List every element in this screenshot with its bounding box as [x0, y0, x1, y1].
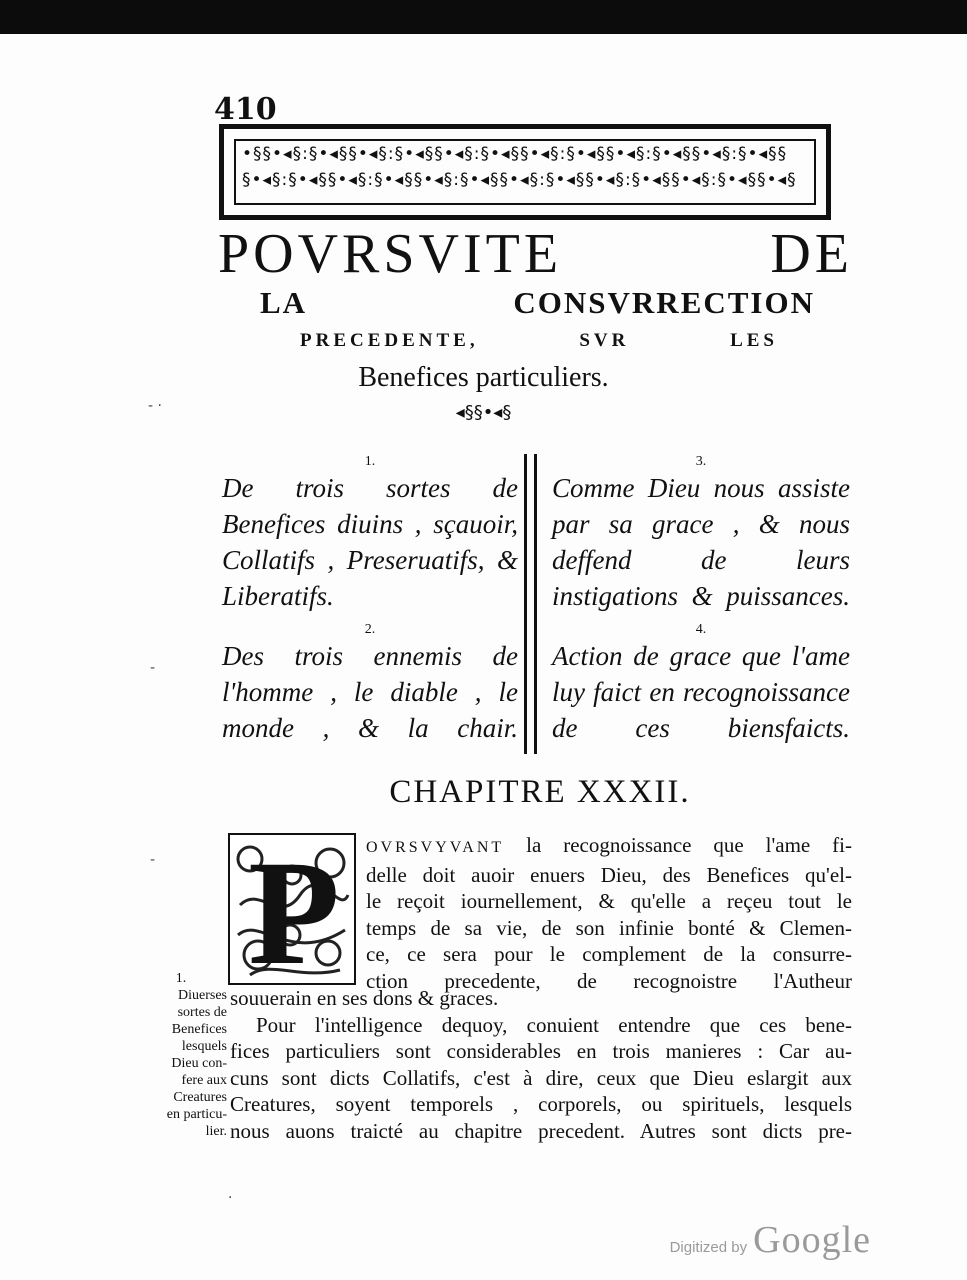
summary-text: Des trois ennemis de l'homme , le diable , le monde , & la chair.: [222, 641, 518, 743]
margin-note-line: Dieu con-: [171, 1056, 227, 1071]
chapter-heading: CHAPITRE XXXII.: [389, 774, 691, 810]
summary-number: 2.: [364, 622, 376, 637]
margin-note-line: lier.: [205, 1124, 227, 1139]
ornament-row-2: §•◂§:§•◂§§•◂§:§•◂§§•◂§:§•◂§§•◂§:§•◂§§•◂§:§•◂§§•◂§:§•◂§§•◂§: [242, 170, 797, 190]
margin-note: [135, 970, 227, 1140]
body-line: cuns sont dicts Collatifs, c'est à dire, ceux que Dieu eslargit aux: [230, 1065, 852, 1090]
body-line: Creatures, soyent temporels , corporels, ou spirituels, lesquels: [230, 1092, 852, 1116]
margin-note-line: Creatures: [173, 1090, 227, 1105]
body-line: ce, ce sera pour le complement de la consurre-: [366, 942, 852, 966]
body-line: temps de sa vie, de son infinie bonté & Clemen-: [366, 915, 852, 940]
ornament-row-1: •§§•◂§:§•◂§§•◂§:§•◂§§•◂§:§•◂§§•◂§:§•◂§§•◂§:§•◂§§•◂§:§•◂§§: [242, 144, 788, 164]
title-line-4: Benefices particuliers.: [358, 362, 609, 393]
margin-note-number: 1.: [175, 971, 187, 986]
scan-speck: -: [150, 852, 156, 868]
scan-top-border: [0, 0, 967, 34]
body-text-indented: [366, 832, 852, 994]
body-line: nous auons traicté au chapitre precedent. Autres sont dicts pre-: [230, 1118, 852, 1143]
summary-number: 4.: [695, 622, 707, 637]
first-word: OVRSVYVANT: [366, 839, 505, 856]
title-line-3: PRECEDENTE, SVR LES: [300, 330, 778, 351]
summary-item-4: [552, 622, 850, 746]
body-line: OVRSVYVANT la recognoissance que l'ame fi-: [366, 833, 853, 857]
summary-number: 1.: [364, 454, 376, 469]
body-line: ction precedente, de recognoistre l'Autheur: [366, 968, 852, 993]
margin-note-line: lesquels: [181, 1039, 227, 1054]
page-number: 410: [214, 92, 277, 127]
small-ornament: ◂§§•◂§: [455, 402, 512, 423]
column-divider: [524, 454, 527, 754]
margin-note-line: Benefices: [171, 1022, 227, 1037]
headband-inner: [234, 139, 816, 205]
body-line: Pour l'intelligence dequoy, conuient entendre que ces bene-: [256, 1012, 852, 1037]
summary-text: De trois sortes de Benefices diuins , sçauoir, Collatifs , Preseruatifs, & Liberatifs.: [222, 473, 518, 611]
body-line: delle doit auoir enuers Dieu, des Benefices qu'el-: [366, 862, 852, 887]
chapter-summary: [222, 454, 852, 754]
margin-note-line: fere aux: [181, 1073, 227, 1088]
body-line: fices particuliers sont considerables en trois manieres : Car au-: [230, 1039, 852, 1063]
decorated-initial: [228, 833, 356, 985]
summary-item-2: [222, 622, 518, 746]
summary-item-3: [552, 454, 850, 614]
dropcap-letter: P: [248, 833, 340, 985]
margin-note-line: en particu-: [166, 1107, 227, 1122]
ornamental-headband: [219, 124, 831, 220]
summary-text: Action de grace que l'ame luy faict en recognoissance de ces biensfaicts.: [552, 641, 850, 743]
digitization-watermark: [670, 1218, 871, 1262]
summary-number: 3.: [695, 454, 707, 469]
title-line-2: LA CONSVRRECTION: [260, 285, 815, 320]
body-text: [230, 985, 852, 1144]
body-line: le reçoit iournellement, & qu'elle a reçeu tout le: [366, 889, 852, 913]
column-divider: [534, 454, 537, 754]
margin-note-line: Diuerses: [178, 988, 227, 1003]
scan-speck: ·: [228, 1190, 233, 1206]
body-line: souuerain en ses dons & graces.: [230, 986, 499, 1010]
scan-speck: - ·: [148, 398, 162, 414]
title-line-1: POVRSVITE DE: [218, 223, 853, 285]
google-logo: Google: [753, 1219, 871, 1261]
summary-text: Comme Dieu nous assiste par sa grace , & nous deffend de leurs instigations & puissances.: [552, 473, 850, 611]
summary-item-1: [222, 454, 518, 614]
scan-speck: -: [150, 660, 156, 676]
margin-note-line: sortes de: [177, 1005, 227, 1020]
digitized-label: Digitized by: [669, 1239, 748, 1256]
